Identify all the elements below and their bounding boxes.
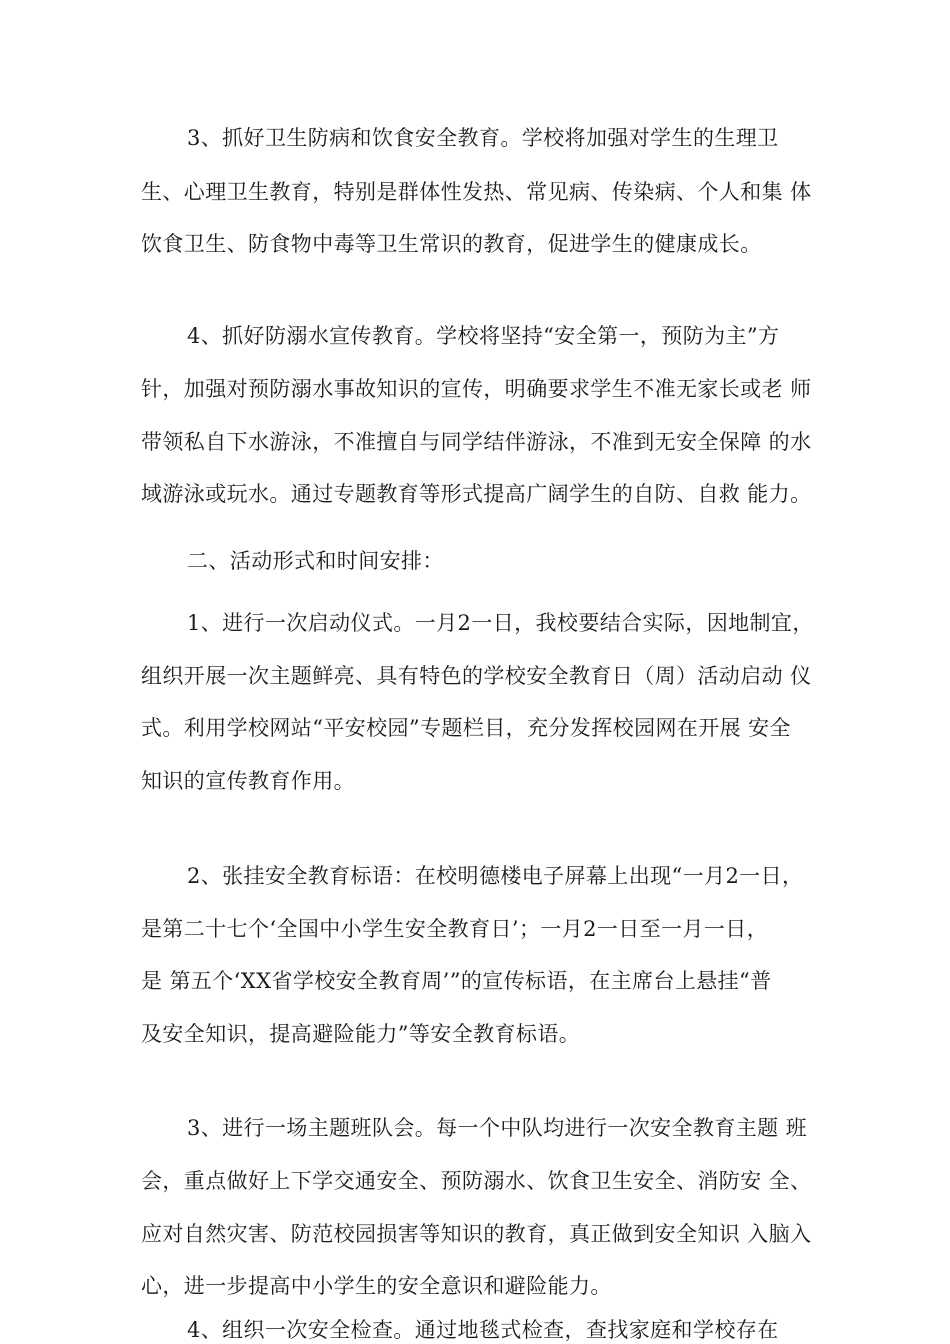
text-line: 4、抓好防溺水宣传教育。学校将坚持“安全第一，预防为主”方 [187,324,780,348]
text-line: 针，加强对预防溺水事故知识的宣传，明确要求学生不准无家长或老 师 [141,377,812,401]
text-line: 生、心理卫生教育，特别是群体性发热、常见病、传染病、个人和集 体 [141,180,812,204]
text-line: 心，进一步提高中小学生的安全意识和避险能力。 [141,1274,612,1298]
text-line: 3、抓好卫生防病和饮食安全教育。学校将加强对学生的生理卫 [187,126,779,150]
section-heading: 二、活动形式和时间安排： [187,549,444,573]
text-line: 会，重点做好上下学交通安全、预防溺水、饮食卫生安全、消防安 全、 [141,1169,812,1193]
text-line: 式。利用学校网站“平安校园”专题栏目，充分发挥校园网在开展 安全 [141,716,791,740]
text-line: 是第二十七个‘全国中小学生安全教育日’；一月2一日至一月一日， [141,917,769,941]
text-line: 带领私自下水游泳，不准擅自与同学结伴游泳，不准到无安全保障 的水 [141,430,812,454]
text-line: 饮食卫生、防食物中毒等卫生常识的教育，促进学生的健康成长。 [141,232,762,256]
text-line: 1、进行一次启动仪式。一月2一日，我校要结合实际，因地制宜， [187,611,814,635]
text-line: 4、组织一次安全检查。通过地毯式检查，查找家庭和学校存在 [187,1318,779,1342]
text-line: 域游泳或玩水。通过专题教育等形式提高广阔学生的自防、自救 能力。 [141,482,812,506]
text-line: 应对自然灾害、防范校园损害等知识的教育，真正做到安全知识 入脑入 [141,1222,812,1246]
text-line: 知识的宣传教育作用。 [141,769,355,793]
text-line: 组织开展一次主题鲜亮、具有特色的学校安全教育日（周）活动启动 仪 [141,664,812,688]
text-line: 及安全知识，提高避险能力”等安全教育标语。 [141,1022,581,1046]
text-line: 是 第五个‘XX省学校安全教育周’”的宣传标语，在主席台上悬挂“普 [141,969,772,993]
text-line: 2、张挂安全教育标语：在校明德楼电子屏幕上出现“一月2一日， [187,864,804,888]
text-line: 3、进行一场主题班队会。每一个中队均进行一次安全教育主题 班 [187,1116,808,1140]
